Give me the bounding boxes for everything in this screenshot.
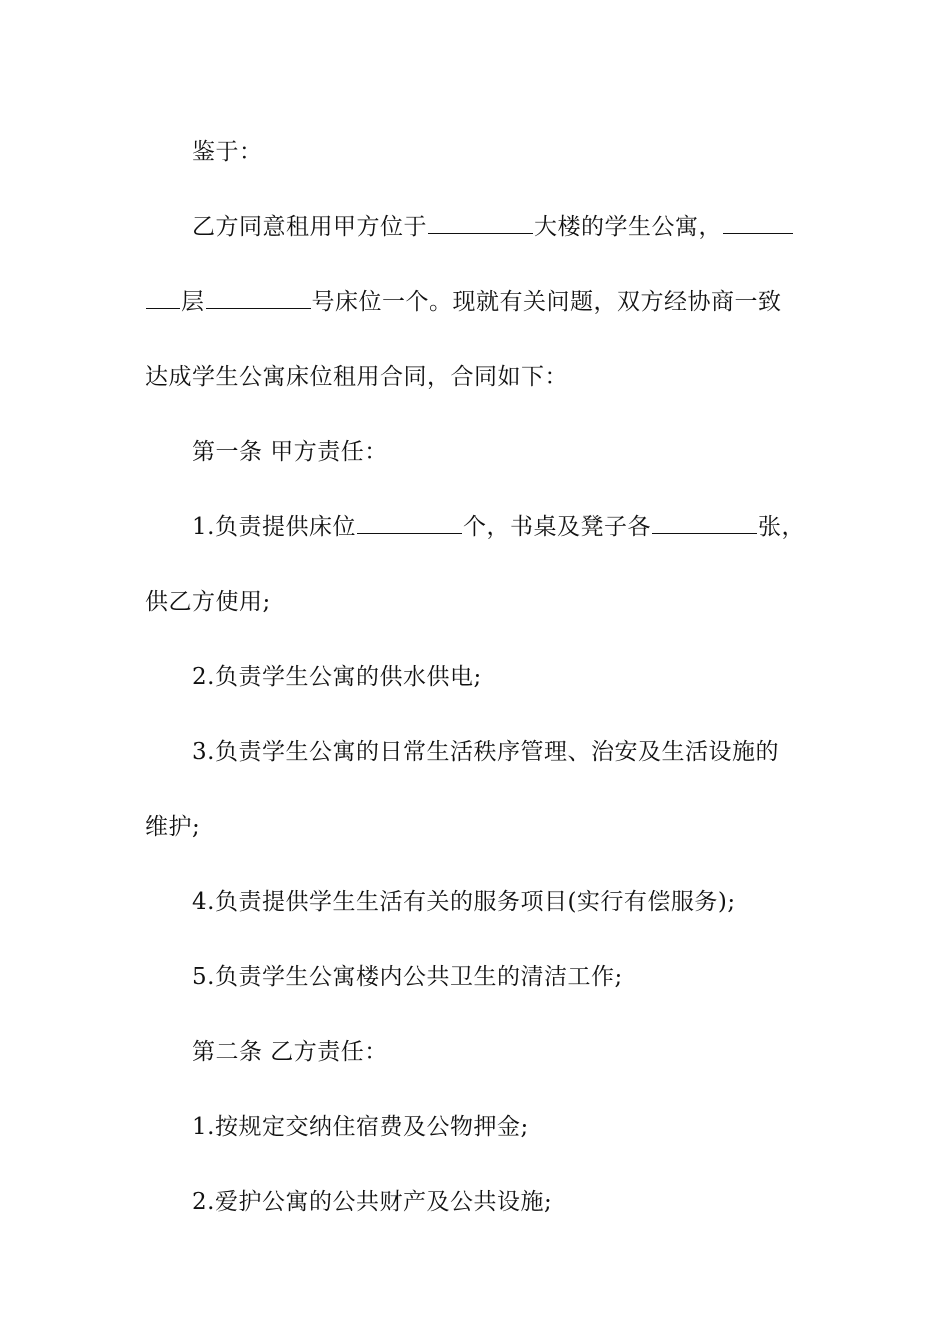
article-2-heading bbox=[192, 1034, 872, 1070]
article-1-item-5 bbox=[192, 959, 872, 995]
text-segment: 供乙方使用; bbox=[145, 589, 271, 615]
text-segment: 大楼的学生公寓， bbox=[534, 214, 722, 240]
article-1-item-4 bbox=[192, 884, 872, 920]
text-segment: 达成学生公寓床位租用合同，合同如下： bbox=[145, 364, 568, 390]
fill-in-blank-bed-count bbox=[357, 513, 462, 534]
article-1-item-3-line-2 bbox=[145, 809, 825, 845]
text-segment: 第一条 甲方责任： bbox=[192, 439, 388, 465]
text-segment: 个，书桌及凳子各 bbox=[462, 514, 651, 540]
text-segment: 鉴于： bbox=[192, 139, 263, 165]
text-segment: 5.负责学生公寓楼内公共卫生的清洁工作; bbox=[192, 964, 623, 990]
text-segment: 层 bbox=[181, 289, 205, 315]
fill-in-blank-desk-count bbox=[652, 513, 757, 534]
paragraph-recital-heading bbox=[192, 134, 872, 170]
article-1-item-1-line-1 bbox=[192, 509, 872, 545]
text-segment: 2.爱护公寓的公共财产及公共设施; bbox=[192, 1189, 553, 1215]
fill-in-blank-floor-part-1 bbox=[723, 213, 793, 234]
paragraph-rental-intro-line-1 bbox=[192, 209, 872, 245]
article-1-heading bbox=[192, 434, 872, 470]
fill-in-blank-floor-part-2 bbox=[146, 288, 180, 309]
text-segment: 号床位一个。现就有关问题，双方经协商一致 bbox=[311, 289, 782, 315]
article-1-item-3-line-1 bbox=[192, 734, 872, 770]
text-segment: 1.负责提供床位 bbox=[192, 514, 356, 540]
fill-in-blank-building bbox=[428, 213, 533, 234]
text-segment: 1.按规定交纳住宿费及公物押金; bbox=[192, 1114, 529, 1140]
article-2-item-1 bbox=[192, 1109, 872, 1145]
text-segment: 乙方同意租用甲方位于 bbox=[192, 214, 427, 240]
article-2-item-2 bbox=[192, 1184, 872, 1220]
paragraph-rental-intro-line-2 bbox=[145, 284, 825, 320]
text-segment: 第二条 乙方责任： bbox=[192, 1039, 388, 1065]
text-segment: 3.负责学生公寓的日常生活秩序管理、治安及生活设施的 bbox=[192, 739, 779, 765]
article-1-item-1-line-2 bbox=[145, 584, 825, 620]
text-segment: 2.负责学生公寓的供水供电; bbox=[192, 664, 482, 690]
article-1-item-2 bbox=[192, 659, 872, 695]
paragraph-rental-intro-line-3 bbox=[145, 359, 825, 395]
fill-in-blank-bed-number bbox=[206, 288, 311, 309]
text-segment: 4.负责提供学生生活有关的服务项目(实行有偿服务); bbox=[192, 889, 736, 915]
text-segment: 张， bbox=[757, 514, 805, 540]
text-segment: 维护; bbox=[145, 814, 201, 840]
